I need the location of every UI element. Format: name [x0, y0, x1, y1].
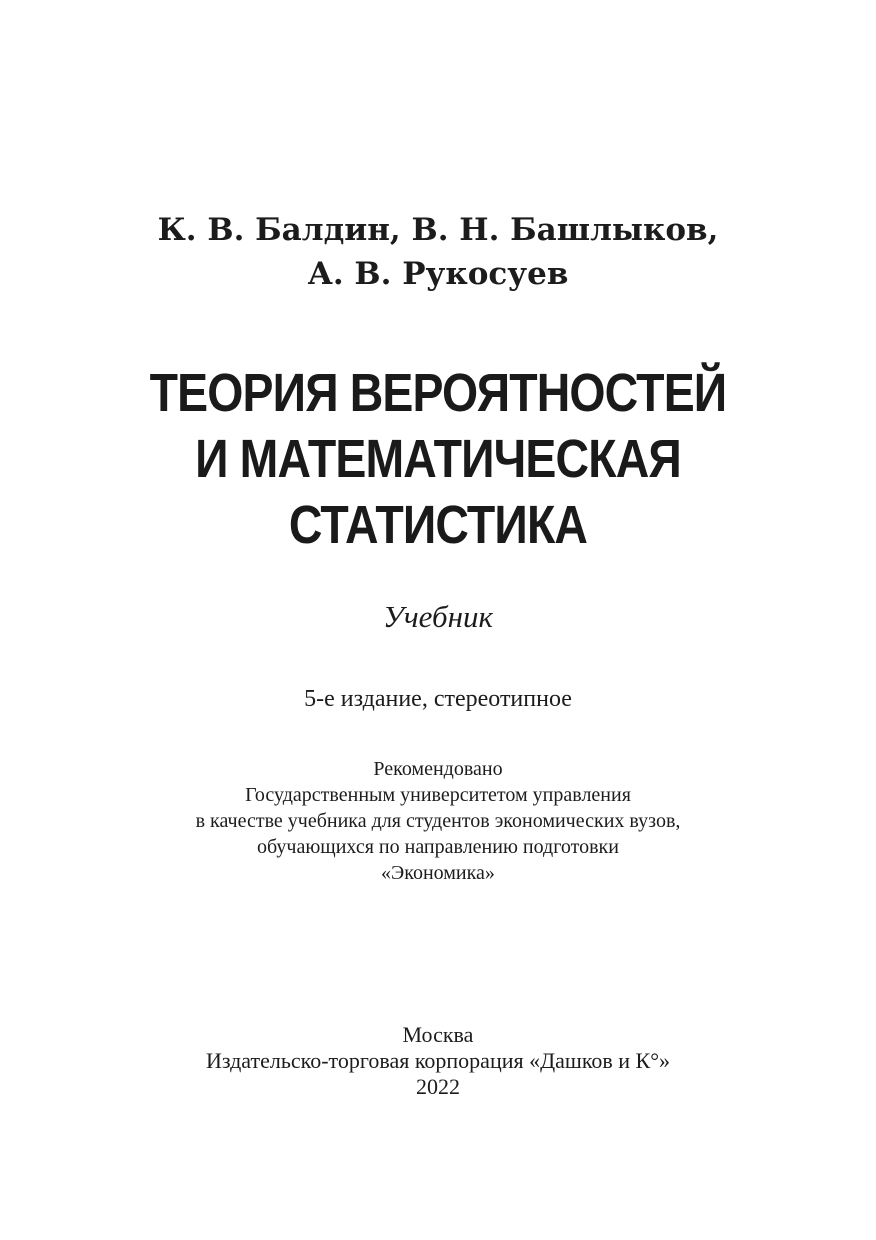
recommendation-line-1: Рекомендовано: [373, 758, 503, 780]
recommendation-line-2: Государственным университетом управления: [245, 784, 631, 806]
book-title-line-3: СТАТИСТИКА: [288, 495, 588, 555]
imprint: [0, 1022, 876, 1100]
imprint-publisher: Издательско-торговая корпорация «Дашков и К°»: [205, 1048, 671, 1073]
authors-line-2: А. В. Рукосуев: [307, 256, 569, 292]
edition-note: 5-е издание, стереотипное: [304, 686, 572, 712]
book-title-line-2: И МАТЕМАТИЧЕСКАЯ: [195, 429, 681, 489]
book-title-line-1: ТЕОРИЯ ВЕРОЯТНОСТЕЙ: [149, 363, 727, 423]
recommendation-block: [0, 756, 876, 886]
book-subtitle: Учебник: [383, 599, 493, 634]
book-title: [61, 360, 814, 558]
recommendation-line-3: в качестве учебника для студентов экономических вузов,: [195, 810, 681, 832]
imprint-city: Москва: [402, 1022, 474, 1047]
authors-line-1: К. В. Балдин, В. Н. Башлыков,: [157, 212, 719, 248]
authors: [0, 208, 876, 296]
imprint-year: 2022: [416, 1074, 460, 1099]
recommendation-line-5: «Экономика»: [381, 862, 495, 884]
recommendation-line-4: обучающихся по направлению подготовки: [257, 836, 619, 858]
